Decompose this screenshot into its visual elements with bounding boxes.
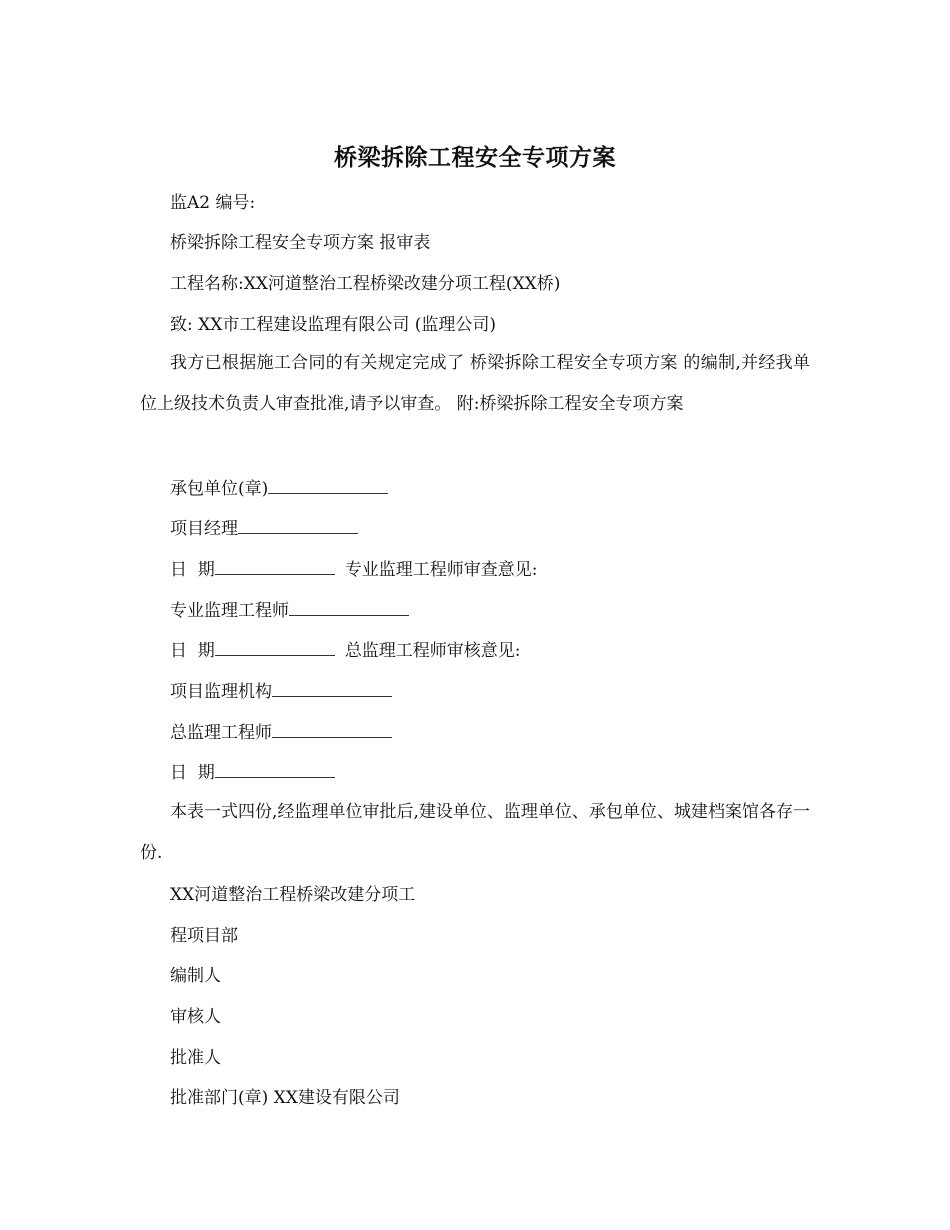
date-blank (215, 760, 335, 778)
date-line-2 (170, 638, 521, 663)
approval-dept-line: 批准部门(章) XX建设有限公司 (170, 1088, 400, 1108)
date-blank (215, 557, 335, 575)
project-manager-label: 项目经理 (170, 519, 238, 539)
specialist-opinion-label: 专业监理工程师审查意见: (344, 560, 538, 580)
dept-line-1: XX河道整治工程桥梁改建分项工 (170, 885, 416, 905)
date-label: 日 期 (170, 641, 215, 661)
contractor-blank (268, 476, 388, 494)
body-paragraph: 我方已根据施工合同的有关规定完成了 桥梁拆除工程安全专项方案 的编制,并经我单位上级技术负责人审查批准,请予以审查。 附:桥梁拆除工程安全专项方案 (140, 353, 810, 414)
supervision-org-label: 项目监理机构 (170, 682, 272, 702)
compiler-line: 编制人 (170, 966, 221, 986)
date-line-3 (170, 760, 335, 785)
project-name-line: 工程名称:XX河道整治工程桥梁改建分项工程(XX桥) (170, 274, 561, 294)
chief-opinion-label: 总监理工程师审核意见: (344, 641, 521, 661)
specialist-engineer-line (170, 598, 409, 623)
chief-engineer-line (170, 720, 392, 745)
supervision-org-blank (272, 679, 392, 697)
contractor-line (170, 476, 388, 501)
serial-number-line: 监A2 编号: (170, 193, 256, 213)
chief-engineer-blank (272, 720, 392, 738)
note-paragraph: 本表一式四份,经监理单位审批后,建设单位、监理单位、承包单位、城建档案馆各存一份. (140, 802, 810, 863)
date-label: 日 期 (170, 763, 215, 783)
chief-engineer-label: 总监理工程师 (170, 723, 272, 743)
date-label: 日 期 (170, 560, 215, 580)
specialist-engineer-blank (289, 598, 409, 616)
supervision-org-line (170, 679, 392, 704)
reviewer-line: 审核人 (170, 1007, 221, 1027)
document-title: 桥梁拆除工程安全专项方案 (334, 144, 616, 171)
addressee-line: 致: XX市工程建设监理有限公司 (监理公司) (170, 315, 497, 335)
project-manager-line (170, 516, 358, 541)
date-line-1 (170, 557, 538, 582)
dept-line-2: 程项目部 (170, 926, 238, 946)
specialist-engineer-label: 专业监理工程师 (170, 601, 289, 621)
date-blank (215, 638, 335, 656)
form-name-line: 桥梁拆除工程安全专项方案 报审表 (170, 233, 431, 253)
contractor-label: 承包单位(章) (170, 479, 269, 499)
project-manager-blank (238, 516, 358, 534)
approver-line: 批准人 (170, 1048, 221, 1068)
